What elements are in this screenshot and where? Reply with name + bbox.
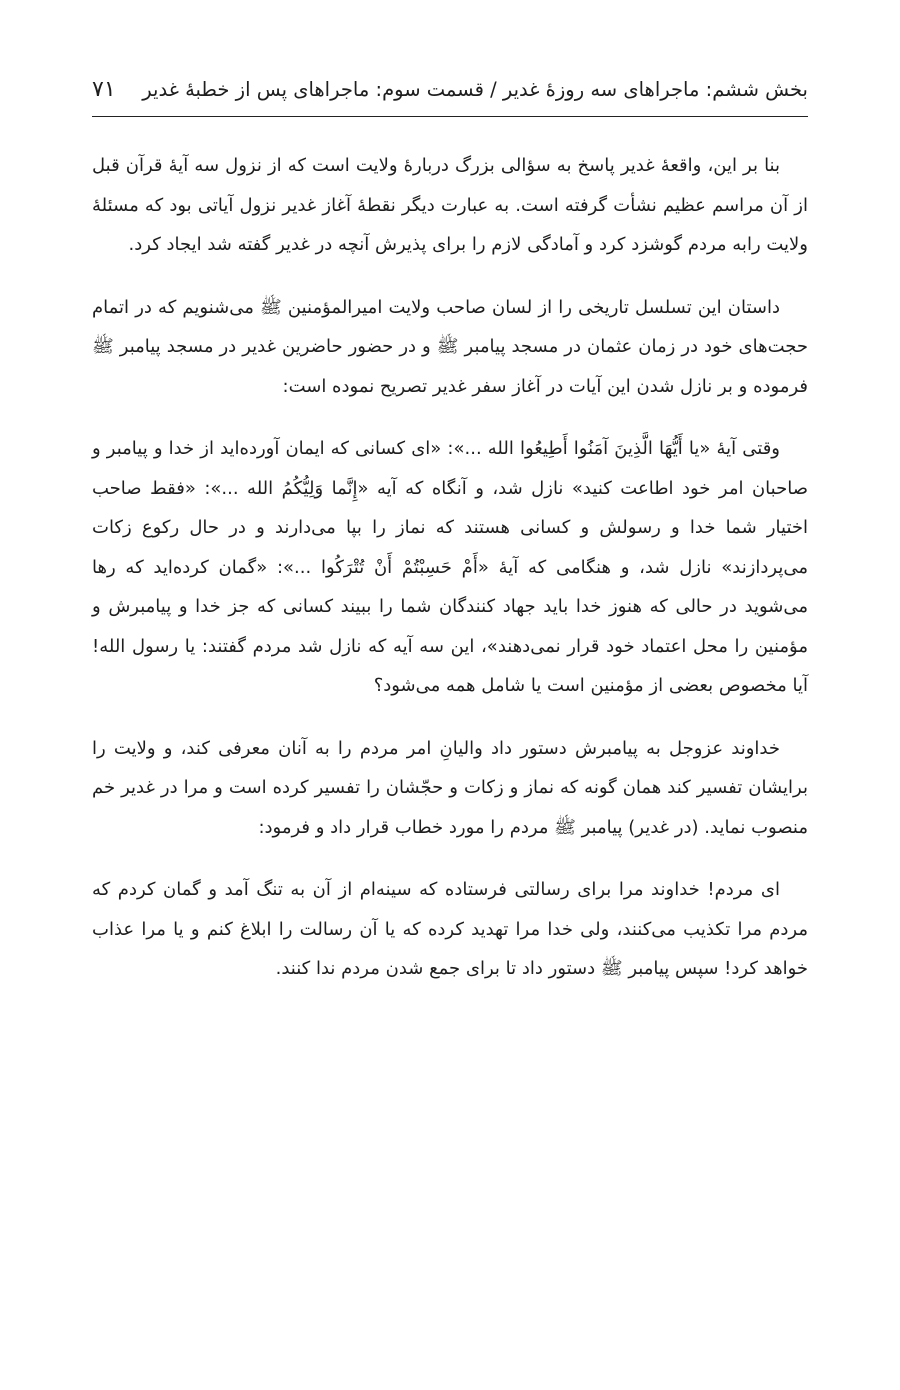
running-header	[92, 64, 808, 114]
paragraph: خداوند عزوجل به پیامبرش دستور داد والیانِ امر مردم را به آنان معرفی کند، و ولایت را برایشان تفسیر کند همان گونه که نماز و زکات و حجّشان را تفسیر کرده است و مرا در غدیر خم منصوب نماید. (در غدیر) پیامبر ﷺ مردم را مورد خطاب قرار داد و فرمود:	[92, 737, 808, 838]
page-number: ٧١	[92, 76, 116, 102]
paragraph: بنا بر این، واقعهٔ غدیر پاسخ به سؤالی بزرگ دربارهٔ ولایت است که از نزول سه آیهٔ قرآن قبل از آن مراسم عظیم نشأت گرفته است. به عبارت دیگر نقطهٔ آغاز غدیر نزول آیاتی بود که مسئلهٔ ولایت رابه مردم گوشزد کرد و آمادگی لازم را برای پذیرش آنچه در غدیر گفته شد ایجاد کرد.	[92, 155, 808, 255]
header-divider	[92, 116, 808, 117]
paragraph: وقتی آیهٔ «یا أَیُّهَا الَّذِینَ آمَنُوا أَطِیعُوا الله ...»: «ای کسانی که ایمان آورده‌اید از خدا و پیامبر و صاحبان امر خود اطاعت کنید» نازل شد، و آنگاه که آیه «إِنَّما وَلِیُّکُمُ الله ...»: «فقط صاحب اختیار شما خدا و رسولش و کسانی هستند که نماز را بپا می‌دارند و در حال رکوع زکات می‌پردازند» نازل شد، و هنگامی که آیهٔ «أَمْ حَسِبْتُمْ أَنْ تُتْرَکُوا ...»: «گمان کرده‌اید که رها می‌شوید در حالی که هنوز خدا باید جهاد کنندگان شما را ببیند کسانی که جز خدا و پیامبرش و مؤمنین را محل اعتماد خود قرار نمی‌دهند»، این سه آیه که نازل شد مردم گفتند: یا رسول الله! آیا مخصوص بعضی از مؤمنین است یا شامل همه می‌شود؟	[92, 438, 808, 696]
body-text	[92, 146, 808, 1009]
header-title: بخش ششم: ماجراهای سه روزهٔ غدیر / قسمت سوم: ماجراهای پس از خطبهٔ غدیر	[142, 77, 808, 101]
paragraph: داستان این تسلسل تاریخی را از لسان صاحب ولایت امیرالمؤمنین ﷺ می‌شنویم که در اتمام حجت‌های خود در زمان عثمان در مسجد پیامبر ﷺ و در حضور حاضرین غدیر در مسجد پیامبر ﷺ فرموده و بر نازل شدن این آیات در آغاز سفر غدیر تصریح نموده است:	[92, 296, 808, 397]
paragraph: ای مردم! خداوند مرا برای رسالتی فرستاده که سینه‌ام از آن به تنگ آمد و گمان کردم که مردم مرا تکذیب می‌کنند، ولی خدا مرا تهدید کرده که یا آن رسالت را ابلاغ کنم و یا مرا عذاب خواهد کرد! سپس پیامبر ﷺ دستور داد تا برای جمع شدن مردم ندا کنند.	[92, 879, 808, 979]
